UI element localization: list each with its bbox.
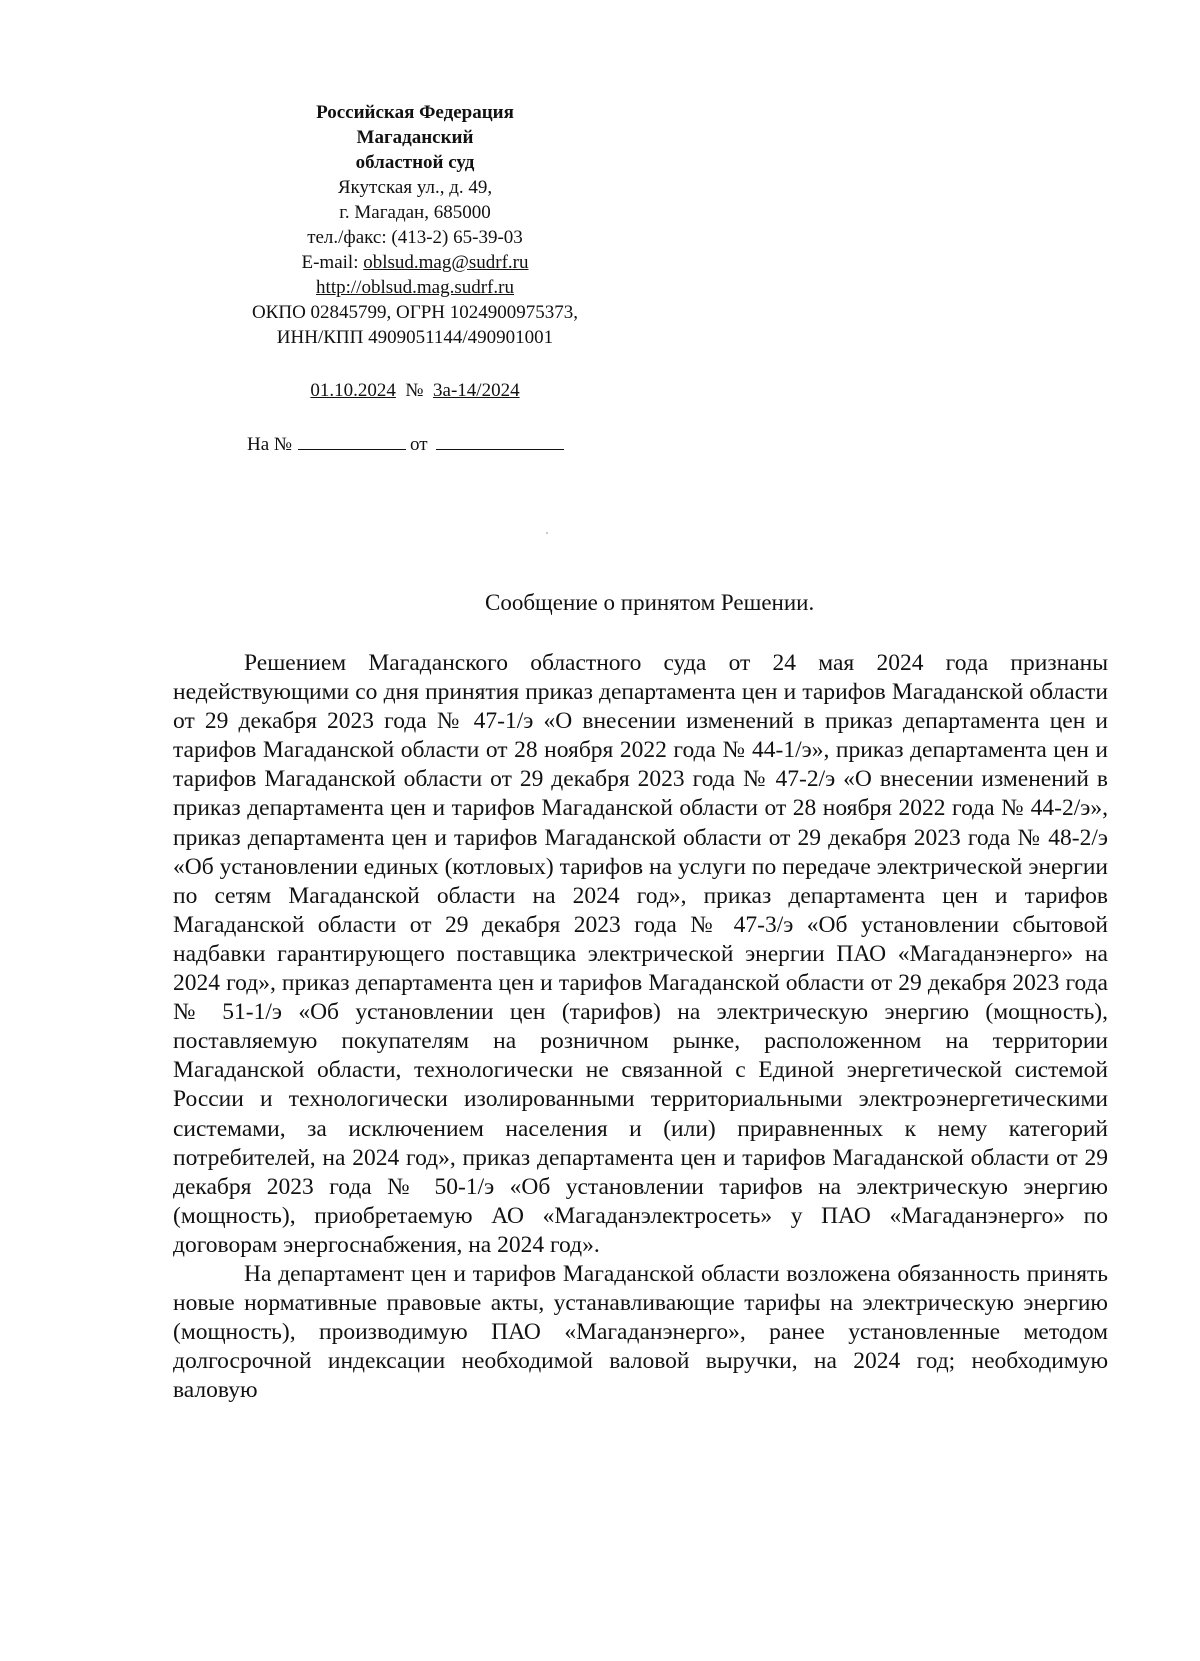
reply-prefix: На № — [247, 434, 293, 455]
reference-number: 3а-14/2024 — [433, 380, 520, 401]
reply-number-blank — [298, 431, 406, 450]
body-paragraph-2: На департамент цен и тарифов Магаданской области возложена обязанность принять новые нормативные правовые акты, устанавливающие тарифы на электрическую энергию (мощность), производимую ПАО «Магаданэнерго», ранее установленные методом долгосрочной индексации необходимой валовой выручки, на 2024 год; необходимую валовую — [173, 1260, 1108, 1404]
website-link[interactable]: http://oblsud.mag.sudrf.ru — [316, 277, 514, 298]
court-name-line1: Магаданский — [356, 127, 474, 148]
outgoing-reference — [205, 378, 625, 403]
address-city: г. Магадан, 685000 — [339, 202, 491, 223]
email-label: E-mail: — [301, 252, 364, 273]
address-street: Якутская ул., д. 49, — [337, 177, 493, 198]
inn-kpp: ИНН/КПП 4909051144/490901001 — [276, 327, 554, 348]
email-link[interactable]: oblsud.mag@sudrf.ru — [363, 252, 529, 273]
phone-fax: тел./факс: (413-2) 65-39-03 — [307, 227, 523, 248]
okpo-ogrn: ОКПО 02845799, ОГРН 1024900975373, — [251, 302, 579, 323]
court-requisites — [205, 100, 625, 350]
reply-date-blank — [436, 431, 564, 450]
document-body — [173, 649, 1108, 1405]
reply-from-label: от — [410, 434, 428, 455]
email-line — [205, 250, 625, 275]
body-paragraph-1: Решением Магаданского областного суда от 24 мая 2024 года признаны недействующими со дня принятия приказ департамента цен и тарифов Магаданской области от 29 декабря 2023 года № 47-1/э «О внесении изменений в приказ департамента цен и тарифов Магаданской области от 28 ноября 2022 года № 44-1/э», приказ департамента цен и тарифов Магаданской области от 29 декабря 2023 года № 47-2/э «О внесении изменений в приказ департамента цен и тарифов Магаданской области от 28 ноября 2022 года № 44-2/э», приказ департамента цен и тарифов Магаданской области от 29 декабря 2023 года № 48-2/э «Об установлении единых (котловых) тарифов на услуги по передаче электрической энергии по сетям Магаданской области на 2024 год», приказ департамента цен и тарифов Магаданской области от 29 декабря 2023 года № 47-3/э «Об установлении сбытовой надбавки гарантирующего поставщика электрической энергии ПАО «Магаданэнерго» на 2024 год», приказ департамента цен и тарифов Магаданской области от 29 декабря 2023 года № 51-1/э «Об установлении цен (тарифов) на электрическую энергию (мощность), поставляемую покупателям на розничном рынке, расположенном на территории Магаданской области, технологически не связанной с Единой энергетической системой России и технологически изолированными территориальными электроэнергетическими системами, за исключением населения и (или) приравненных к нему категорий потребителей, на 2024 год», приказ департамента цен и тарифов Магаданской области от 29 декабря 2023 года № 50-1/э «Об установлении тарифов на электрическую энергию (мощность), приобретаемую АО «Магаданэлектросеть» у ПАО «Магаданэнерго» по договорам энергоснабжения, на 2024 год». — [173, 650, 1108, 1258]
reference-date: 01.10.2024 — [310, 380, 396, 401]
scan-speck — [546, 532, 548, 534]
reference-number-sign: № — [405, 380, 424, 401]
document-title: Сообщение о принятом Решении. — [485, 590, 815, 615]
country-name: Российская Федерация — [316, 102, 514, 123]
reply-reference — [247, 431, 564, 457]
court-name-line2: областной суд — [355, 152, 475, 173]
